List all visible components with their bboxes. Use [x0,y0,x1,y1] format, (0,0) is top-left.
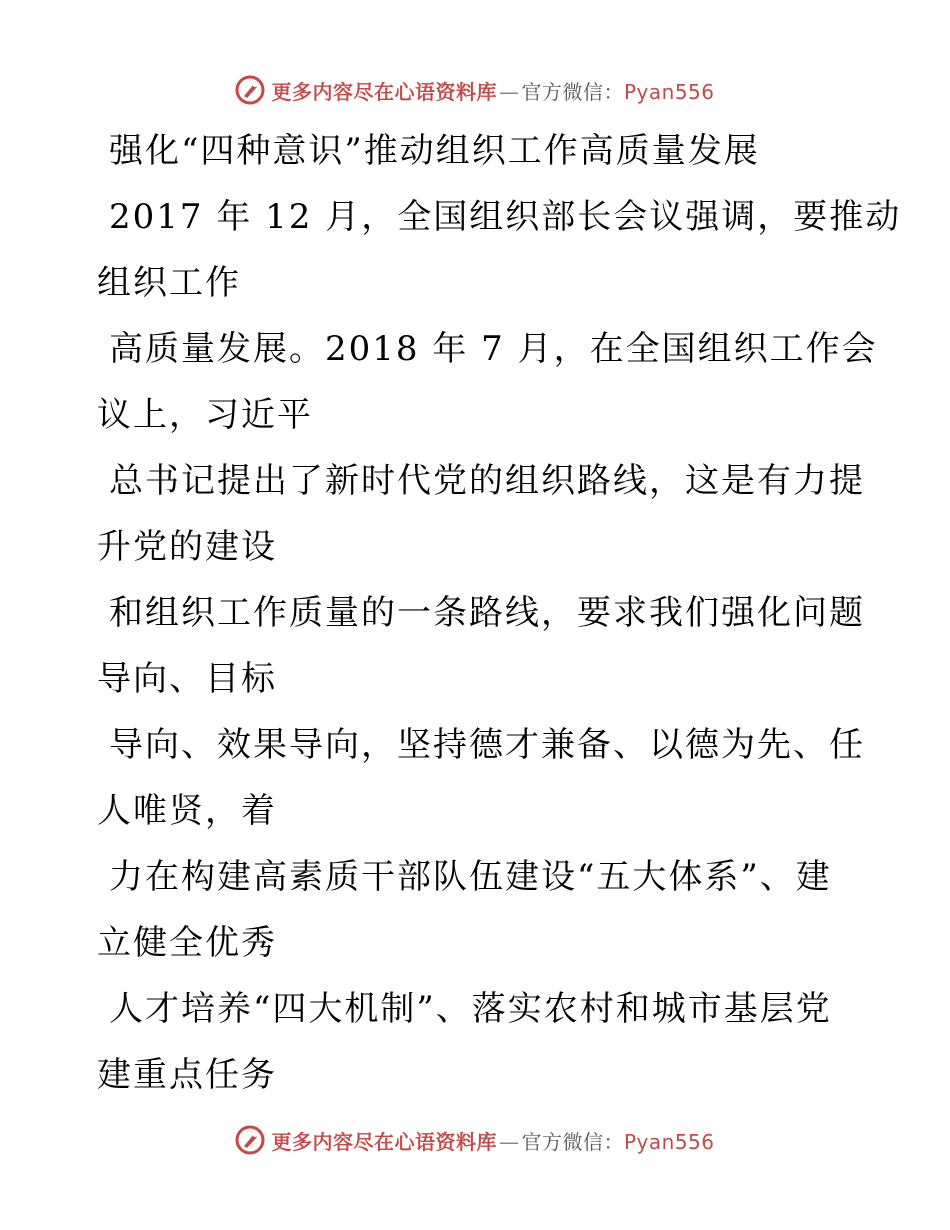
paragraph-line: 导向、目标 [97,659,277,699]
paragraph-line: 导向、效果导向，坚持德才兼备、以德为先、任 [109,725,865,765]
watermark-text [271,76,714,105]
pen-nib-logo-icon [235,75,265,105]
watermark-dash: — [498,1129,520,1154]
paragraph-line: 组织工作 [97,263,241,303]
paragraph-line: 2017 年 12 月，全国组织部长会议强调，要推动 [109,197,902,237]
paragraph-line: 总书记提出了新时代党的组织路线，这是有力提 [109,461,865,501]
paragraph-line: 力在构建高素质干部队伍建设“五大体系”、建 [109,857,832,897]
document-body [97,118,902,1108]
watermark-wechat-id: Pyan556 [623,79,715,104]
paragraph-line: 高质量发展。2018 年 7 月，在全国组织工作会 [109,329,878,369]
pen-nib-logo-icon [235,1125,265,1155]
watermark-text [271,1126,714,1155]
watermark-dash: — [498,79,520,104]
paragraph-line: 人唯贤，着 [97,791,277,831]
paragraph-line: 和组织工作质量的一条路线，要求我们强化问题 [109,593,865,633]
watermark-wechat-id: Pyan556 [623,1129,715,1154]
paragraph-line: 立健全优秀 [97,923,277,963]
footer-watermark [0,1120,950,1160]
paragraph-line: 建重点任务 [97,1055,277,1095]
header-watermark [0,70,950,110]
watermark-wechat-label: 官方微信： [521,1129,624,1154]
paragraph-line: 升党的建设 [97,527,277,567]
watermark-site: 更多内容尽在心语资料库 [271,79,497,104]
paragraph-line: 议上，习近平 [97,395,313,435]
paragraph-line: 人才培养“四大机制”、落实农村和城市基层党 [109,989,832,1029]
document-title: 强化“四种意识”推动组织工作高质量发展 [109,131,760,171]
watermark-site: 更多内容尽在心语资料库 [271,1129,497,1154]
watermark-wechat-label: 官方微信： [521,79,624,104]
